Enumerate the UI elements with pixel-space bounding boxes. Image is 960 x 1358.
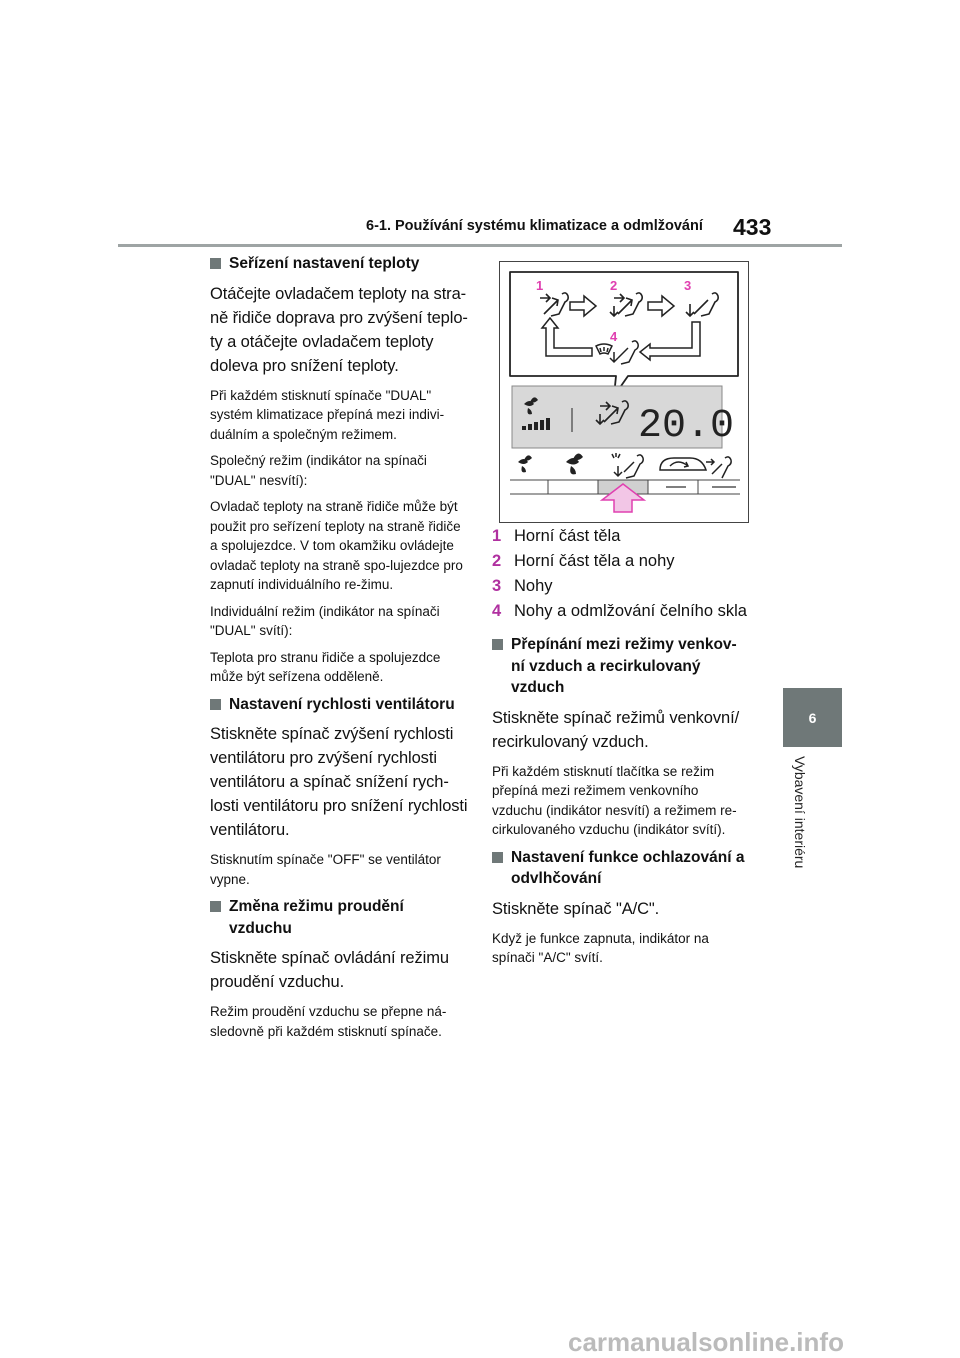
- list-text: Horní část těla a nohy: [514, 552, 675, 570]
- paragraph: Stiskněte spínač zvýšení rychlosti ventilátoru pro zvýšení rychlosti ventilátoru a spínač snížení rych-losti ventilátoru pro snížení rychlosti ventilátoru.: [210, 725, 468, 839]
- note: Teplota pro stranu řidiče a spolujezdce může být seřízena odděleně.: [210, 649, 441, 684]
- note: Když je funkce zapnuta, indikátor na spínači "A/C" svítí.: [492, 930, 709, 965]
- callout-2: 2: [610, 278, 618, 293]
- mode-bubble: [510, 272, 738, 396]
- paragraph: Otáčejte ovladačem teploty na stra-ně řidiče doprava pro zvýšení teplo-ty a otáčejte ovladačem teploty doleva pro snížení teploty.: [210, 284, 468, 375]
- note: Při každém stisknutí spínače "DUAL" systém klimatizace přepíná mezi indivi-duálním a společným režimem.: [210, 387, 445, 442]
- paragraph: Stiskněte spínač "A/C".: [492, 899, 660, 918]
- mode-button-icon[interactable]: [612, 453, 643, 478]
- paragraph: Stiskněte spínač režimů venkovní/ recirkulovaný vzduch.: [492, 708, 740, 751]
- list-number: 2: [492, 552, 502, 570]
- list-item: [492, 574, 750, 599]
- paragraph: Stiskněte spínač ovládání režimu proudění vzduchu.: [210, 949, 449, 991]
- recirculation-icon[interactable]: [660, 458, 706, 470]
- list-item: [492, 599, 750, 624]
- callout-4: 4: [610, 329, 618, 344]
- header-rule: [118, 244, 842, 247]
- section-heading: Seřízení nastavení teploty: [210, 253, 468, 275]
- note: Společný režim (indikátor na spínači "DUAL" nesvítí):: [210, 453, 427, 488]
- section-heading: Přepínání mezi režimy venkov-ní vzduch a recirkulovaný vzduch: [492, 634, 750, 699]
- list-number: 4: [492, 602, 502, 620]
- callout-1: 1: [536, 278, 544, 293]
- note: Ovladač teploty na straně řidiče může být použit pro seřízení teploty na straně řidiče a spolujezdce. V tom okamžiku ovládejte ovladač teploty na straně spo-lujezdce pro zapnutí individuálního re-žimu.: [210, 499, 463, 592]
- airflow-diagram-svg: [500, 262, 748, 522]
- callout-3: 3: [684, 278, 692, 293]
- note: Individuální režim (indikátor na spínači "DUAL" svítí):: [210, 603, 440, 638]
- section-title: 6-1. Používání systému klimatizace a odmlžování: [366, 218, 703, 234]
- list-item: [492, 524, 750, 549]
- right-column: [492, 524, 750, 975]
- list-item: [492, 549, 750, 574]
- watermark: carmanualsonline.info: [568, 1327, 844, 1357]
- fan-high-button[interactable]: [566, 453, 583, 474]
- chapter-tab: 6: [783, 688, 842, 747]
- note: Režim proudění vzduchu se přepne ná-sledovně při každém stisknutí spínače.: [210, 1004, 447, 1039]
- lcd-temperature: 20.0: [638, 404, 735, 449]
- list-number: 1: [492, 527, 502, 545]
- chapter-label-text: Vybavení interiéru: [792, 756, 808, 869]
- vent-button-icon[interactable]: [706, 457, 731, 478]
- list-text: Nohy a odmlžování čelního skla: [514, 602, 747, 620]
- list-text: Horní část těla: [514, 527, 621, 545]
- chapter-label: [790, 756, 810, 906]
- airflow-diagram: [499, 261, 749, 523]
- section-heading: Nastavení funkce ochlazování a odvlhčování: [492, 847, 750, 890]
- list-number: 3: [492, 577, 502, 595]
- left-column: [210, 253, 468, 1048]
- note: Při každém stisknutí tlačítka se režim přepíná mezi režimem venkovního vzduchu (indikátor nesvítí) a režimem re-cirkulovaného vzduchu (indikátor svítí).: [492, 763, 737, 837]
- list-text: Nohy: [514, 577, 553, 595]
- fan-low-button[interactable]: [518, 455, 532, 472]
- section-heading: Změna režimu proudění vzduchu: [210, 896, 468, 939]
- note: Stisknutím spínače "OFF" se ventilátor vypne.: [210, 852, 441, 887]
- section-heading: Nastavení rychlosti ventilátoru: [210, 694, 468, 716]
- page-number: 433: [733, 214, 772, 240]
